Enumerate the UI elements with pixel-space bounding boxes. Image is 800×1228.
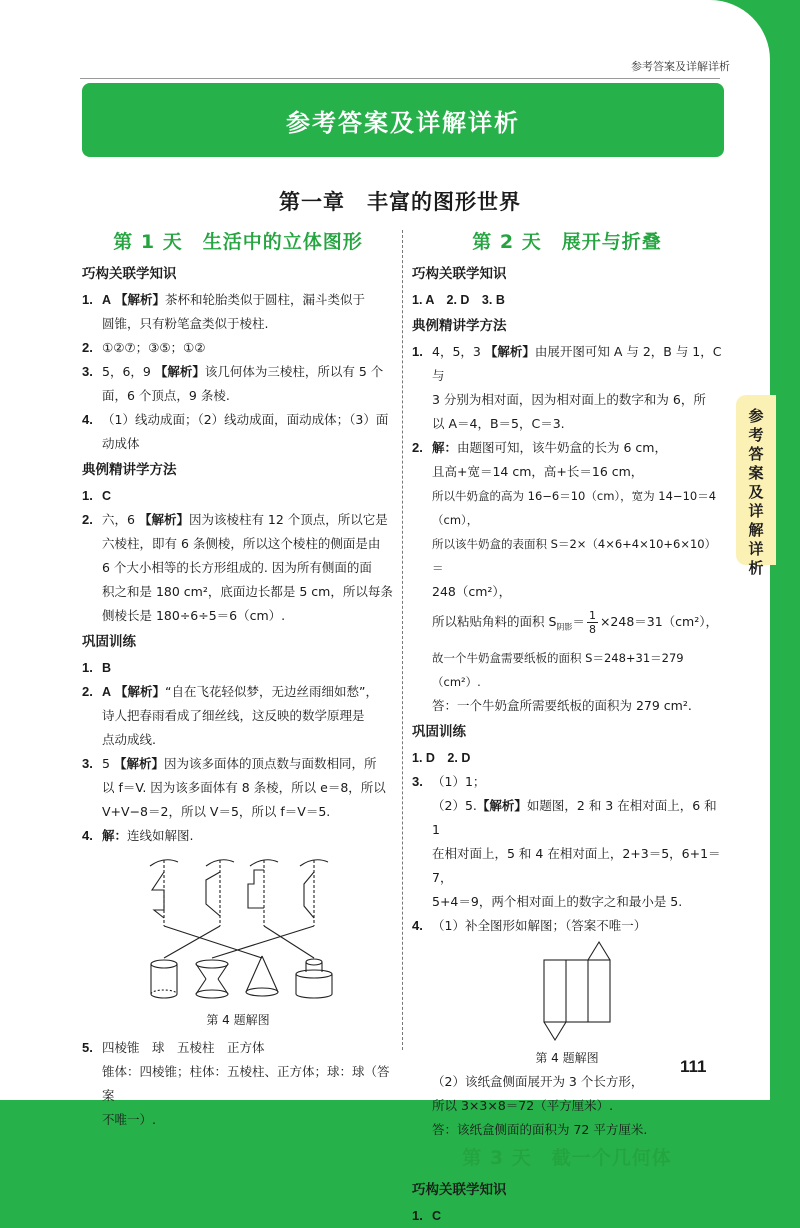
answer-line: 1. D 2. D [412, 750, 471, 765]
answer-text: “自在飞花轻似梦，无边丝雨细如愁”， [165, 684, 378, 699]
solution-tag: 解： [102, 828, 128, 843]
answer-continuation: 面，6 个顶点，9 条棱. [102, 388, 230, 403]
answer-item [412, 340, 722, 388]
answer-continuation: 点动成线. [102, 732, 156, 747]
item-number: 5. [82, 1040, 93, 1055]
formula-text: ×248＝31（cm²）， [599, 614, 718, 629]
answer-text: （1）线动成面；（2）线动成面，面动成体；（3）面动成体 [102, 412, 389, 451]
answer-continuation: 六棱柱，即有 6 条侧棱，所以这个棱柱的侧面是由 [102, 536, 381, 551]
left-column [82, 228, 394, 1132]
box-net-figure [412, 938, 722, 1046]
fraction-denominator: 8 [588, 623, 596, 636]
answer-choice: 5，6，9 [102, 364, 151, 379]
answer-line: 1. A 2. D 3. B [412, 293, 505, 307]
day-1-heading: 第 1 天 生活中的立体图形 [113, 231, 363, 253]
answer-continuation: 6 个大小相等的长方形组成的. 因为所有侧面的面 [102, 560, 372, 575]
answer-continuation: 5+4＝9，两个相对面上的数字之和最小是 5. [432, 893, 683, 909]
answer-item [412, 770, 722, 794]
analysis-tag: 【解析】 [115, 684, 166, 699]
answer-continuation: 锥体：四棱锥；柱体：五棱柱、正方体；球：球（答案 [102, 1064, 390, 1103]
section-heading: 巧构关联学知识 [412, 266, 507, 282]
stacked-cylinder-solid [296, 959, 332, 998]
answer-item [412, 436, 722, 460]
answer-continuation: 圆锥，只有粉笔盒类似于棱柱. [102, 316, 269, 331]
net-bottom-triangle [544, 1022, 566, 1040]
figure-caption: 第 4 题解图 [206, 1013, 270, 1027]
analysis-tag: 【解析】 [476, 797, 527, 813]
column-divider [402, 230, 403, 1050]
answer-continuation: 所以该牛奶盒的表面积 S＝2×（4×6+4×10+6×10）＝ [432, 537, 717, 575]
answer-item [82, 752, 394, 776]
item-number: 2. [412, 440, 423, 455]
header-rule [80, 78, 720, 79]
area-formula [412, 604, 722, 646]
answer-continuation: 答：该纸盒侧面的面积为 72 平方厘米. [432, 1121, 648, 1137]
answer-choice: C [102, 489, 112, 503]
section-heading: 巧构关联学知识 [82, 266, 177, 282]
answer-item [82, 680, 394, 704]
analysis-tag: 【解析】 [154, 364, 205, 379]
analysis-tag: 【解析】 [484, 344, 535, 359]
answer-text: 如题图，2 和 3 在相对面上，6 和 1 [432, 797, 717, 837]
analysis-tag: 【解析】 [138, 512, 189, 527]
item-number: 1. [412, 344, 423, 359]
answer-continuation: 且高+宽＝14 cm，高+长＝16 cm， [432, 464, 644, 479]
side-tab-label: 参考答案及详解详析 [748, 407, 764, 577]
answer-continuation: 3 分别为相对面，因为相对面上的数字和为 6，所 [432, 392, 706, 407]
answer-continuation: 所以牛奶盒的高为 16−6＝10（cm），宽为 14−10＝4（cm）， [432, 489, 717, 527]
item-number: 1. [82, 488, 93, 503]
section-heading: 典例精讲学方法 [82, 462, 177, 478]
page-banner: 参考答案及详解详析 [82, 83, 724, 157]
answer-continuation: 以 A＝4，B＝5，C＝3. [432, 416, 565, 431]
item-number: 1. [82, 292, 93, 307]
formula-text: ＝ [572, 614, 585, 629]
plane-shape-4 [304, 872, 314, 918]
item-number: 2. [82, 340, 93, 355]
answer-continuation: 积之和是 180 cm²，底面边长都是 5 cm，所以每条 [102, 584, 393, 599]
page-number: 111 [680, 1057, 707, 1076]
day-3-heading: 第 3 天 截一个几何体 [462, 1146, 672, 1169]
figure-caption: 第 4 题解图 [535, 1050, 599, 1065]
section-heading: 典例精讲学方法 [412, 318, 507, 334]
analysis-tag: 【解析】 [113, 756, 164, 771]
match-line [164, 926, 262, 958]
answer-text: 四棱锥 球 五棱柱 正方体 [102, 1040, 265, 1055]
net-rectangles [544, 960, 610, 1022]
item-number: 4. [82, 412, 93, 427]
fraction-numerator: 1 [588, 609, 596, 622]
item-number: 4. [82, 828, 93, 843]
answer-item [412, 1204, 722, 1228]
answer-continuation: 诗人把春雨看成了细丝线，这反映的数学原理是 [102, 708, 365, 723]
answer-item [82, 824, 394, 848]
answer-text: 因为该棱柱有 12 个顶点，所以它是 [188, 512, 388, 527]
item-number: 1. [82, 660, 93, 675]
side-tab [736, 395, 776, 577]
solution-tag: 解： [432, 440, 458, 455]
plane-shape-2 [206, 872, 220, 916]
answer-continuation: V+V−8＝2，所以 V＝5，所以 f＝V＝5. [102, 804, 331, 819]
answer-text: （1）补全图形如解图；（答案不唯一） [432, 917, 647, 933]
answer-text: 由展开图可知 A 与 2，B 与 1，C 与 [432, 344, 722, 383]
day-2-heading: 第 2 天 展开与折叠 [472, 231, 662, 253]
answer-continuation: 不唯一）. [102, 1112, 156, 1127]
answer-continuation: （2）该纸盒侧面展开为 3 个长方形， [432, 1073, 644, 1089]
answer-continuation: 248（cm²）， [432, 584, 512, 599]
formula-subscript: 阴影 [556, 622, 573, 632]
answer-item [412, 914, 722, 938]
chapter-title: 第一章 丰富的图形世界 [279, 190, 521, 214]
item-number: 2. [82, 684, 93, 699]
answer-choice: 5 [102, 756, 110, 771]
answer-item [82, 360, 394, 384]
answer-continuation: 答：一个牛奶盒所需要纸板的面积为 279 cm². [432, 697, 692, 713]
answer-text: 由题图可知，该牛奶盒的长为 6 cm， [457, 440, 667, 455]
answer-continuation: 侧棱长是 180÷6÷5＝6（cm）. [102, 608, 286, 623]
match-line [264, 926, 314, 958]
answer-continuation: 故一个牛奶盒需要纸板的面积 S＝248+31＝279（cm²）. [432, 650, 684, 689]
answer-item [82, 336, 394, 360]
answer-choice: 六，6 [102, 512, 135, 527]
answer-choice: A [102, 685, 112, 699]
cylinder-solid [151, 960, 177, 998]
item-number: 3. [82, 756, 93, 771]
answer-item [82, 1036, 394, 1060]
answer-continuation: 以 f＝V. 因为该多面体有 8 条棱，所以 e＝8，所以 [102, 780, 386, 795]
answer-text: （1）1； [432, 773, 486, 789]
running-head: 参考答案及详解详析 [631, 60, 730, 73]
fraction [587, 609, 598, 636]
answer-text: 因为该多面体的顶点数与面数相同，所 [163, 756, 377, 771]
analysis-tag: 【解析】 [115, 292, 166, 307]
answer-text: （2）5. [432, 797, 477, 813]
item-number: 1. [412, 1207, 423, 1223]
answer-choice: 4，5，3 [432, 344, 481, 359]
item-number: 2. [82, 512, 93, 527]
answer-item [82, 508, 394, 532]
answer-text: 茶杯和轮胎类似于圆柱，漏斗类似于 [165, 292, 366, 307]
item-number: 4. [412, 917, 423, 933]
answer-choice: C [432, 1208, 442, 1223]
plane-shape-3 [248, 870, 264, 908]
answer-text: 该几何体为三棱柱，所以有 5 个 [204, 364, 384, 379]
cone-solid [246, 956, 278, 996]
answer-continuation: 在相对面上，5 和 4 在相对面上，2+3＝5，6+1＝7， [432, 845, 721, 885]
net-top-triangle [588, 942, 610, 960]
section-heading: 巩固训练 [412, 723, 466, 740]
item-number: 3. [82, 364, 93, 379]
answer-text: 连线如解图. [127, 828, 194, 843]
right-column [412, 228, 722, 1228]
answer-item [82, 408, 394, 456]
plane-shape-1 [152, 872, 164, 918]
answer-item [82, 656, 394, 680]
answer-text: ①②⑦；③⑤；①② [102, 340, 206, 355]
item-number: 3. [412, 773, 423, 789]
double-cone-solid [196, 960, 228, 998]
answer-choice: A [102, 293, 112, 307]
answer-continuation [412, 794, 722, 842]
match-line [212, 926, 314, 958]
section-heading: 巧构关联学知识 [412, 1181, 507, 1198]
formula-text: 所以粘贴角料的面积 S [432, 614, 557, 629]
section-heading: 巩固训练 [82, 634, 136, 650]
answer-choice: B [102, 661, 112, 675]
matching-figure [82, 848, 394, 1008]
answer-item [82, 484, 394, 508]
answer-item [82, 288, 394, 312]
answer-continuation: 所以 3×3×8＝72（平方厘米）. [432, 1097, 614, 1113]
